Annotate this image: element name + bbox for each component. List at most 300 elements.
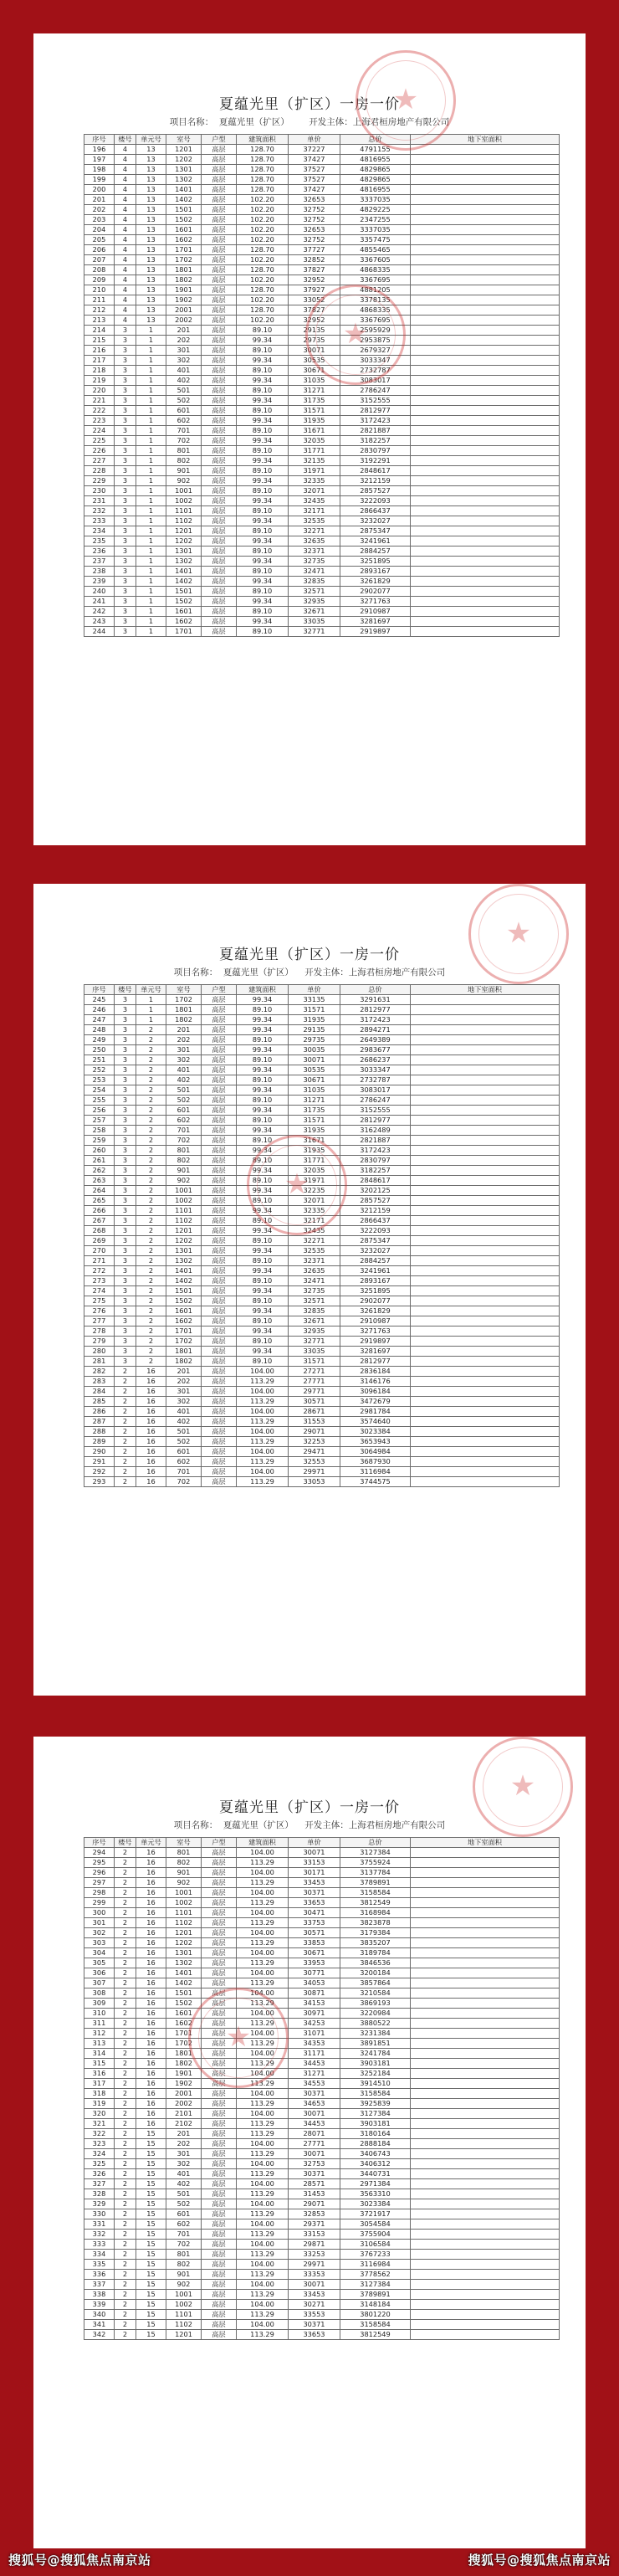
table-cell: 3880522 <box>340 2019 411 2029</box>
table-cell: 29371 <box>289 2219 340 2230</box>
table-cell: 2983677 <box>340 1045 411 1055</box>
table-cell <box>411 145 560 155</box>
table-row <box>84 577 560 587</box>
table-cell: 3812549 <box>340 1898 411 1908</box>
table-cell <box>411 506 560 516</box>
table-cell: 2 <box>115 1367 136 1377</box>
table-cell: 13 <box>136 225 166 235</box>
table-cell: 高层 <box>202 627 237 637</box>
table-row <box>84 1276 560 1286</box>
table-cell: 341 <box>84 2320 115 2330</box>
table-cell: 3823878 <box>340 1918 411 1928</box>
table-row <box>84 2260 560 2270</box>
table-cell: 30471 <box>289 1908 340 1918</box>
table-cell: 高层 <box>202 366 237 376</box>
table-cell <box>411 2119 560 2129</box>
table-cell: 高层 <box>202 1015 237 1025</box>
table-cell: 207 <box>84 255 115 265</box>
table-cell: 1501 <box>166 1286 202 1296</box>
table-cell: 1401 <box>166 1266 202 1276</box>
table-cell: 3 <box>115 516 136 526</box>
table-cell: 31971 <box>289 1176 340 1186</box>
table-cell: 3 <box>115 1236 136 1246</box>
table-cell: 335 <box>84 2260 115 2270</box>
table-cell <box>411 995 560 1005</box>
table-cell: 282 <box>84 1367 115 1377</box>
table-cell: 307 <box>84 1978 115 1988</box>
table-cell: 102.20 <box>237 255 289 265</box>
table-cell: 1 <box>136 326 166 336</box>
table-cell: 34153 <box>289 1999 340 2009</box>
table-cell: 3378135 <box>340 295 411 305</box>
table-cell: 2 <box>136 1055 166 1065</box>
table-cell: 3 <box>115 567 136 577</box>
column-header: 单元号 <box>136 135 166 145</box>
table-cell: 3 <box>115 1075 136 1085</box>
table-cell: 218 <box>84 366 115 376</box>
table-cell: 33153 <box>289 1858 340 1868</box>
table-cell: 15 <box>136 2330 166 2340</box>
table-cell: 32235 <box>289 1186 340 1196</box>
table-cell: 15 <box>136 2129 166 2139</box>
table-cell: 2919897 <box>340 1337 411 1347</box>
table-cell: 32553 <box>289 1457 340 1467</box>
table-cell <box>411 587 560 597</box>
table-cell: 3 <box>115 1035 136 1045</box>
table-cell: 33353 <box>289 2270 340 2280</box>
table-cell: 1601 <box>166 225 202 235</box>
table-cell: 27771 <box>289 1377 340 1387</box>
table-cell: 210 <box>84 285 115 295</box>
table-cell: 32671 <box>289 607 340 617</box>
table-row <box>84 2139 560 2149</box>
table-cell: 332 <box>84 2230 115 2240</box>
table-cell: 1101 <box>166 2310 202 2320</box>
table-cell: 16 <box>136 1467 166 1477</box>
table-cell: 3 <box>115 1357 136 1367</box>
table-cell: 2 <box>115 2320 136 2330</box>
table-cell: 2953875 <box>340 336 411 346</box>
table-cell <box>411 2300 560 2310</box>
table-cell: 32771 <box>289 627 340 637</box>
table-cell: 2902077 <box>340 1296 411 1306</box>
table-cell <box>411 1196 560 1206</box>
table-cell: 1 <box>136 607 166 617</box>
table-cell: 113.29 <box>237 1958 289 1968</box>
column-header: 建筑面积 <box>237 135 289 145</box>
table-row <box>84 145 560 155</box>
table-cell: 2 <box>136 1146 166 1156</box>
table-cell: 233 <box>84 516 115 526</box>
table-cell: 1002 <box>166 496 202 506</box>
table-cell: 113.29 <box>237 2079 289 2089</box>
table-cell: 104.00 <box>237 1427 289 1437</box>
table-cell: 113.29 <box>237 2209 289 2219</box>
table-cell: 99.34 <box>237 436 289 446</box>
table-cell: 3440731 <box>340 2169 411 2179</box>
table-cell: 234 <box>84 526 115 536</box>
sheet-subtitle: 项目名称： 夏蕴光里（扩区） 开发主体：上海君桓房地产有限公司 <box>173 1820 446 1830</box>
table-cell: 3 <box>115 627 136 637</box>
table-cell: 高层 <box>202 446 237 456</box>
table-cell: 32135 <box>289 456 340 466</box>
table-row <box>84 1457 560 1467</box>
table-cell: 16 <box>136 1858 166 1868</box>
table-cell: 3083017 <box>340 376 411 386</box>
table-cell: 2 <box>115 2199 136 2209</box>
table-cell: 3 <box>115 1065 136 1075</box>
table-cell: 16 <box>136 2029 166 2039</box>
table-cell: 2 <box>115 1938 136 1948</box>
table-cell: 1 <box>136 346 166 356</box>
table-cell <box>411 1316 560 1326</box>
table-header-row <box>84 1838 560 1848</box>
table-cell: 2 <box>136 1226 166 1236</box>
table-cell: 113.29 <box>237 2230 289 2240</box>
column-header: 单元号 <box>136 985 166 995</box>
table-cell: 33553 <box>289 2310 340 2320</box>
table-cell: 31071 <box>289 2029 340 2039</box>
table-cell: 1301 <box>166 1948 202 1958</box>
table-cell: 1 <box>136 587 166 597</box>
table-cell: 3033347 <box>340 1065 411 1075</box>
price-table <box>84 1837 560 2340</box>
table-cell: 31935 <box>289 1146 340 1156</box>
table-cell: 32653 <box>289 195 340 205</box>
table-cell: 204 <box>84 225 115 235</box>
table-cell: 2 <box>115 2230 136 2240</box>
table-cell: 2836184 <box>340 1367 411 1377</box>
table-cell: 802 <box>166 1858 202 1868</box>
table-cell: 2 <box>115 2149 136 2159</box>
table-cell: 113.29 <box>237 1417 289 1427</box>
table-cell: 高层 <box>202 1296 237 1306</box>
table-row <box>84 547 560 557</box>
table-cell: 高层 <box>202 175 237 185</box>
table-cell: 高层 <box>202 2059 237 2069</box>
table-cell <box>411 396 560 406</box>
table-row <box>84 195 560 205</box>
table-cell: 2 <box>115 2270 136 2280</box>
table-cell <box>411 2330 560 2340</box>
table-cell: 3 <box>115 1136 136 1146</box>
table-cell: 34453 <box>289 2059 340 2069</box>
table-row <box>84 2109 560 2119</box>
table-cell: 2 <box>115 2009 136 2019</box>
table-cell: 16 <box>136 1978 166 1988</box>
table-cell: 高层 <box>202 1146 237 1156</box>
table-cell: 113.29 <box>237 2330 289 2340</box>
table-cell <box>411 305 560 316</box>
table-cell <box>411 1065 560 1075</box>
table-cell: 3241961 <box>340 536 411 547</box>
table-cell: 1102 <box>166 2320 202 2330</box>
table-cell: 1402 <box>166 1276 202 1286</box>
table-cell: 32671 <box>289 1316 340 1326</box>
table-row <box>84 476 560 486</box>
table-cell: 31453 <box>289 2189 340 2199</box>
table-cell: 高层 <box>202 1085 237 1096</box>
column-header: 单元号 <box>136 1838 166 1848</box>
table-cell: 330 <box>84 2209 115 2219</box>
table-cell: 201 <box>166 326 202 336</box>
table-cell: 高层 <box>202 1035 237 1045</box>
table-cell: 16 <box>136 2019 166 2029</box>
table-cell: 3 <box>115 426 136 436</box>
table-cell: 3 <box>115 1106 136 1116</box>
table-cell: 209 <box>84 275 115 285</box>
table-row <box>84 1898 560 1908</box>
table-cell: 2732787 <box>340 366 411 376</box>
table-cell: 104.00 <box>237 1467 289 1477</box>
table-cell: 2 <box>136 1176 166 1186</box>
table-row <box>84 1065 560 1075</box>
table-cell: 1801 <box>166 1005 202 1015</box>
table-cell: 高层 <box>202 2280 237 2290</box>
table-cell: 3 <box>115 1166 136 1176</box>
table-cell: 292 <box>84 1467 115 1477</box>
table-cell: 3 <box>115 326 136 336</box>
table-cell: 2 <box>115 1878 136 1888</box>
table-cell: 3789891 <box>340 2290 411 2300</box>
table-cell: 1301 <box>166 1246 202 1256</box>
table-cell: 29735 <box>289 1035 340 1045</box>
table-cell: 601 <box>166 1447 202 1457</box>
column-header: 楼号 <box>115 985 136 995</box>
table-cell: 224 <box>84 426 115 436</box>
price-table <box>84 134 560 637</box>
table-cell <box>411 1898 560 1908</box>
table-cell <box>411 165 560 175</box>
table-cell <box>411 1958 560 1968</box>
table-cell: 31935 <box>289 416 340 426</box>
table-row <box>84 1106 560 1116</box>
table-cell: 2102 <box>166 2119 202 2129</box>
table-cell: 1601 <box>166 1306 202 1316</box>
table-cell: 高层 <box>202 1176 237 1186</box>
table-cell: 3 <box>115 436 136 446</box>
table-cell: 89.10 <box>237 346 289 356</box>
table-cell: 1101 <box>166 1206 202 1216</box>
table-cell <box>411 2049 560 2059</box>
table-cell: 1 <box>136 396 166 406</box>
table-cell: 2 <box>115 2029 136 2039</box>
table-cell: 27771 <box>289 2139 340 2149</box>
table-cell: 2 <box>136 1337 166 1347</box>
table-cell: 30671 <box>289 1948 340 1958</box>
table-cell: 254 <box>84 1085 115 1096</box>
official-seal-stamp <box>188 1988 289 2088</box>
table-row <box>84 506 560 516</box>
table-cell: 242 <box>84 607 115 617</box>
table-cell <box>411 2260 560 2270</box>
table-cell: 13 <box>136 285 166 295</box>
table-cell: 2 <box>136 1286 166 1296</box>
table-cell: 高层 <box>202 1868 237 1878</box>
table-cell: 2 <box>136 1256 166 1266</box>
table-cell: 3222093 <box>340 496 411 506</box>
column-header: 地下室面积 <box>411 985 560 995</box>
table-cell: 4 <box>115 245 136 255</box>
table-cell: 701 <box>166 1467 202 1477</box>
table-cell: 258 <box>84 1126 115 1136</box>
table-cell: 104.00 <box>237 1888 289 1898</box>
table-cell: 89.10 <box>237 326 289 336</box>
table-cell: 30071 <box>289 2149 340 2159</box>
table-cell: 31735 <box>289 396 340 406</box>
table-cell: 901 <box>166 1166 202 1176</box>
table-cell: 275 <box>84 1296 115 1306</box>
official-seal-stamp <box>305 285 406 385</box>
table-cell: 28671 <box>289 1407 340 1417</box>
table-cell: 102.20 <box>237 215 289 225</box>
sheet-title: 夏蕴光里（扩区）一房一价 <box>219 1799 400 1816</box>
table-row <box>84 1316 560 1326</box>
table-cell: 32471 <box>289 567 340 577</box>
table-cell: 104.00 <box>237 2300 289 2310</box>
table-cell: 291 <box>84 1457 115 1467</box>
table-cell: 102.20 <box>237 195 289 205</box>
table-row <box>84 2029 560 2039</box>
table-cell: 3222093 <box>340 1226 411 1236</box>
column-header: 建筑面积 <box>237 1838 289 1848</box>
price-sheet-page <box>33 884 586 1696</box>
table-cell: 3189784 <box>340 1948 411 1958</box>
table-cell <box>411 1286 560 1296</box>
table-cell: 257 <box>84 1116 115 1126</box>
table-cell: 30371 <box>289 2320 340 2330</box>
table-cell: 15 <box>136 2169 166 2179</box>
table-cell <box>411 536 560 547</box>
table-cell: 202 <box>166 1377 202 1387</box>
table-cell: 3152555 <box>340 1106 411 1116</box>
table-cell: 高层 <box>202 1106 237 1116</box>
table-cell: 2 <box>115 1417 136 1427</box>
column-header: 楼号 <box>115 1838 136 1848</box>
table-cell: 3903181 <box>340 2119 411 2129</box>
table-cell: 104.00 <box>237 2069 289 2079</box>
table-cell: 99.34 <box>237 617 289 627</box>
table-cell: 602 <box>166 2219 202 2230</box>
table-cell: 2 <box>136 1136 166 1146</box>
table-cell: 3096184 <box>340 1387 411 1397</box>
table-cell: 高层 <box>202 1025 237 1035</box>
table-cell: 1 <box>136 416 166 426</box>
table-cell <box>411 386 560 396</box>
watermark-right: 搜狐号@搜狐焦点南京站 <box>468 2553 611 2568</box>
table-cell <box>411 1276 560 1286</box>
table-cell: 99.34 <box>237 356 289 366</box>
table-cell: 高层 <box>202 1888 237 1898</box>
table-cell: 37827 <box>289 265 340 275</box>
table-cell: 113.29 <box>237 2310 289 2320</box>
table-cell: 3146176 <box>340 1377 411 1387</box>
table-cell: 502 <box>166 396 202 406</box>
table-row <box>84 1337 560 1347</box>
table-row <box>84 215 560 225</box>
table-cell <box>411 2159 560 2169</box>
table-row <box>84 2179 560 2189</box>
table-cell: 3158584 <box>340 1888 411 1898</box>
table-cell: 2 <box>115 2179 136 2189</box>
table-cell: 104.00 <box>237 2320 289 2330</box>
table-cell: 248 <box>84 1025 115 1035</box>
table-cell: 高层 <box>202 617 237 627</box>
table-row <box>84 2079 560 2089</box>
column-header: 地下室面积 <box>411 1838 560 1848</box>
table-cell: 4816955 <box>340 185 411 195</box>
table-cell: 高层 <box>202 2240 237 2250</box>
table-cell: 2 <box>136 1126 166 1136</box>
table-cell: 901 <box>166 1868 202 1878</box>
table-cell: 高层 <box>202 1367 237 1377</box>
table-cell: 高层 <box>202 416 237 426</box>
table-cell: 302 <box>166 2159 202 2169</box>
table-cell: 232 <box>84 506 115 516</box>
table-row <box>84 1296 560 1306</box>
table-cell: 2002 <box>166 316 202 326</box>
table-cell: 32335 <box>289 476 340 486</box>
table-cell: 3 <box>115 506 136 516</box>
table-cell <box>411 185 560 195</box>
table-cell: 2 <box>136 1065 166 1075</box>
table-cell: 216 <box>84 346 115 356</box>
table-cell: 高层 <box>202 2199 237 2209</box>
table-cell: 901 <box>166 466 202 476</box>
table-cell: 高层 <box>202 2290 237 2300</box>
table-cell: 1702 <box>166 2039 202 2049</box>
table-cell: 29071 <box>289 1427 340 1437</box>
table-cell: 202 <box>166 1035 202 1045</box>
table-row <box>84 1126 560 1136</box>
table-cell: 32752 <box>289 205 340 215</box>
table-cell: 283 <box>84 1377 115 1387</box>
table-cell: 113.29 <box>237 2119 289 2129</box>
table-cell: 3182257 <box>340 436 411 446</box>
table-cell <box>411 1888 560 1898</box>
table-cell: 104.00 <box>237 2109 289 2119</box>
table-cell: 3212159 <box>340 1206 411 1216</box>
table-cell: 1401 <box>166 185 202 195</box>
table-row <box>84 2270 560 2280</box>
table-cell: 3 <box>115 1176 136 1186</box>
table-cell: 29135 <box>289 326 340 336</box>
table-cell: 31271 <box>289 2069 340 2079</box>
table-cell: 31771 <box>289 1156 340 1166</box>
table-cell: 113.29 <box>237 1978 289 1988</box>
table-cell: 2 <box>136 1206 166 1216</box>
table-cell: 高层 <box>202 1397 237 1407</box>
table-cell <box>411 1978 560 1988</box>
table-row <box>84 265 560 275</box>
table-cell: 16 <box>136 1948 166 1958</box>
table-cell: 3200184 <box>340 1968 411 1978</box>
table-cell: 32253 <box>289 1437 340 1447</box>
table-cell: 3 <box>115 466 136 476</box>
table-cell: 高层 <box>202 316 237 326</box>
table-cell: 3241784 <box>340 2049 411 2059</box>
table-cell: 高层 <box>202 2320 237 2330</box>
table-cell: 1 <box>136 366 166 376</box>
table-cell: 225 <box>84 436 115 446</box>
table-cell <box>411 1858 560 1868</box>
table-row <box>84 2189 560 2199</box>
table-cell: 15 <box>136 2310 166 2320</box>
table-cell: 3179384 <box>340 1928 411 1938</box>
table-cell: 89.10 <box>237 1216 289 1226</box>
table-cell: 16 <box>136 1437 166 1447</box>
table-cell <box>411 205 560 215</box>
